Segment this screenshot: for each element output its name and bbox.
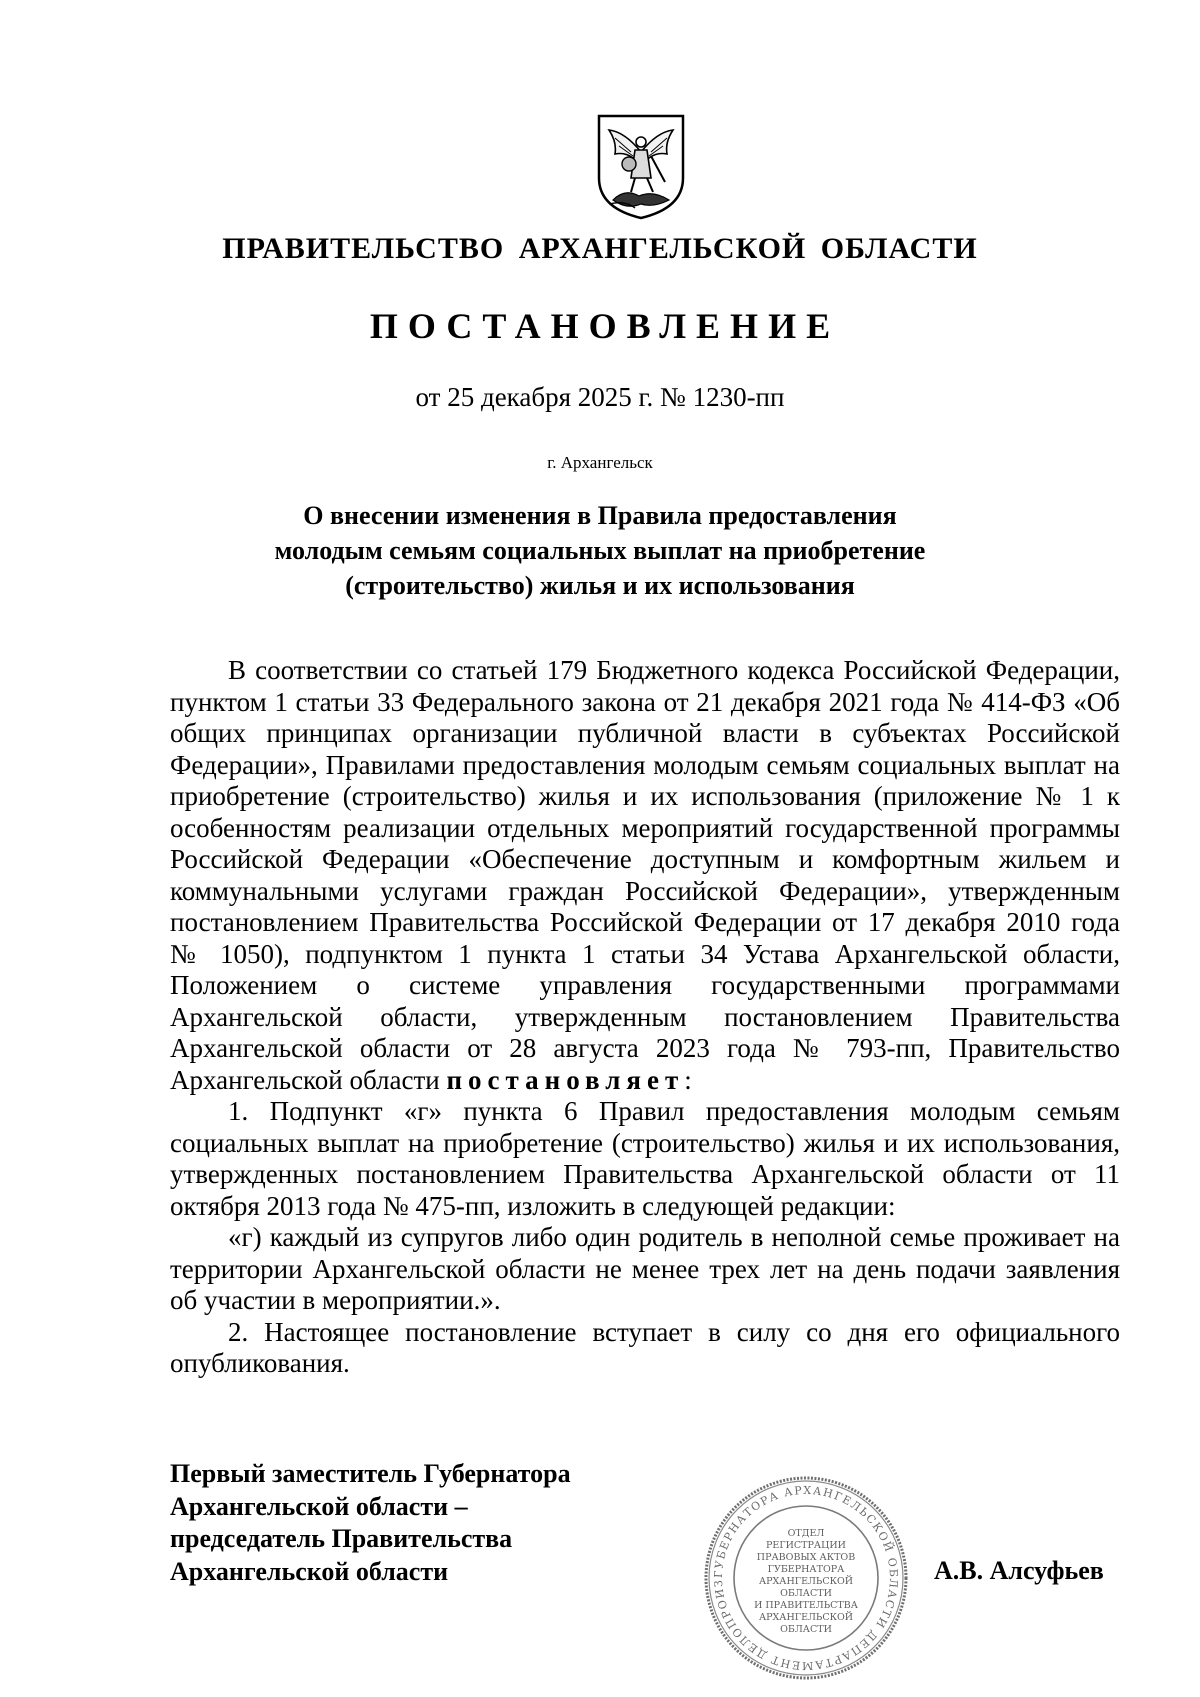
document-title-line: молодым семьям социальных выплат на приобретение: [274, 536, 926, 565]
stamp-center-line: ОБЛАСТИ: [780, 1624, 832, 1635]
organization-name: ПРАВИТЕЛЬСТВО АРХАНГЕЛЬСКОЙ ОБЛАСТИ: [222, 232, 978, 265]
stamp-ring-text: ГУБЕРНАТОРА АРХАНГЕЛЬСКОЙ ОБЛАСТИ ДЕПАРТАМЕНТ ДЕЛОПРОИЗ: [711, 1483, 901, 1673]
signer-position-line: Архангельской области: [170, 1556, 449, 1586]
stamp-center-line: ПРАВОВЫХ АКТОВ: [756, 1552, 856, 1563]
document-title-line: О внесении изменения в Правила предоставления: [303, 501, 897, 530]
arkhangelsk-coat-of-arms-icon: [595, 112, 687, 222]
preamble-paragraph: [170, 655, 1120, 1096]
stamp-center-line: ГУБЕРНАТОРА: [767, 1564, 845, 1575]
preamble-text: В соответствии со статьей 179 Бюджетного кодекса Российской Федерации, пунктом 1 статьи 33 Федерального закона от 21 декабря 2021 года № 414-ФЗ «Об общих принципах организации публичной власти в субъектах Российской Федерации», Правилами предоставления молодым семьям социальных выплат на приобретение (строительство) жилья и их использования (приложение № 1 к особенностям реализации отдельных мероприятий государственной программы Российской Федерации «Обеспечение доступным и комфортным жильем и коммунальными услугами граждан Российской Федерации», утвержденным постановлением Правительства Российской Федерации от 17 декабря 2010 года № 1050), подпунктом 1 пункта 1 статьи 34 Устава Архангельской области, Положением о системе управления государственными программами Архангельской области, утвержденным постановлением Правительства Архангельской области от 28 августа 2023 года № 793-пп, Правительство Архангельской области: [170, 655, 1120, 1095]
resolves-suffix: :: [684, 1064, 692, 1095]
official-round-stamp-icon: [702, 1474, 910, 1682]
document-body: [170, 655, 1120, 1380]
document-title-line: (строительство) жилья и их использования: [345, 571, 855, 600]
document-type: ПОСТАНОВЛЕНИЕ: [369, 306, 841, 346]
stamp-center-line: ОБЛАСТИ: [780, 1588, 832, 1599]
document-city: г. Архангельск: [547, 453, 653, 472]
stamp-center-line: АРХАНГЕЛЬСКОЙ: [758, 1612, 854, 1623]
item-1-paragraph: 1. Подпункт «г» пункта 6 Правил предоставления молодым семьям социальных выплат на приобретение (строительство) жилья и их использования, утвержденных постановлением Правительства Архангельской области от 11 октября 2013 года № 475-пп, изложить в следующей редакции:: [170, 1096, 1120, 1221]
stamp-center-line: АРХАНГЕЛЬСКОЙ: [758, 1576, 854, 1587]
item-2-paragraph: 2. Настоящее постановление вступает в силу со дня его официального опубликования.: [170, 1316, 1120, 1378]
item-1-quote-paragraph: «г) каждый из супругов либо один родитель в неполной семье проживает на территории Архангельской области не менее трех лет на день подачи заявления об участии в мероприятии.».: [170, 1222, 1120, 1315]
stamp-center-line: И ПРАВИТЕЛЬСТВА: [754, 1600, 858, 1611]
stamp-center-line: ОТДЕЛ: [787, 1528, 825, 1539]
signer-position-line: Архангельской области –: [170, 1491, 468, 1521]
signer-position: [170, 1458, 571, 1588]
signer-name: А.В. Алсуфьев: [934, 1556, 1104, 1585]
resolves-word: постановляет: [446, 1064, 685, 1095]
document-title: [170, 498, 1030, 603]
document-date-number: от 25 декабря 2025 г. № 1230-пп: [415, 382, 785, 412]
signer-position-line: Первый заместитель Губернатора: [170, 1459, 571, 1488]
signer-position-line: председатель Правительства: [170, 1524, 513, 1553]
stamp-center-line: РЕГИСТРАЦИИ: [766, 1540, 846, 1551]
